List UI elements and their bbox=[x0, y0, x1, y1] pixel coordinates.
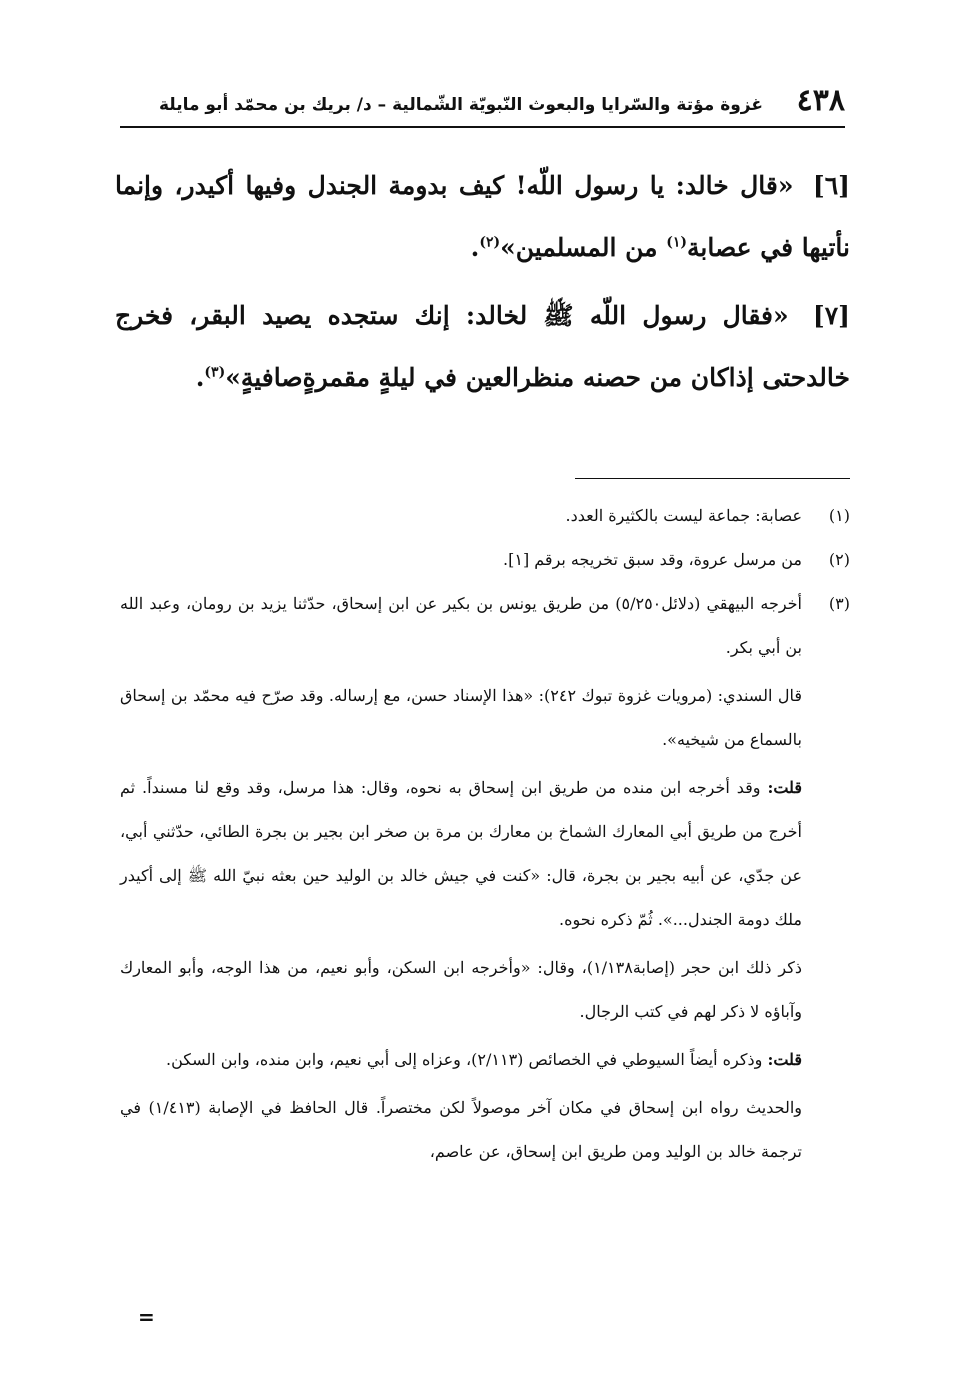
footnote-paragraph: والحديث رواه ابن إسحاق في مكان آخر موصولاً لكن مختصراً. قال الحافظ في الإصابة (١/٤١٣) في ترجمة خالد بن الوليد ومن طريق ابن إسحاق، عن عاصم، bbox=[120, 1098, 803, 1161]
footnote-ref: (١) bbox=[666, 234, 687, 251]
paragraph-text: وقد أخرجه ابن منده من طريق ابن إسحاق به نحوه، وقال: هذا مرسل، وقد وقع لنا مسنداً. ثم أخرج من طريق أبي المعارك الشماخ بن معارك بن مرة بن صخر ابن بجير بن بجرة الطائي، حدّثني أبي، عن جدّي، عن أبيه بجير بن بجرة، قال: «كنت في جيش خالد بن الوليد حين بعثه نبيّ الله ﷺ إلى أكيدر ملك دومة الجندل...». ثُمّ ذكره نحوه. bbox=[120, 778, 802, 929]
footnote-paragraph bbox=[120, 766, 802, 942]
footnote-paragraph: ذكر ذلك ابن حجر (إصابة١/١٣٨)، وقال: «وأخرجه ابن السكن، وأبو نعيم، من هذا الوجه، وأبو المعارك وآباؤه لا ذكر لهم في كتب الرجال. bbox=[120, 958, 802, 1021]
page-header bbox=[120, 78, 845, 128]
footnote-1 bbox=[120, 494, 850, 538]
page-number: ٤٣٨ bbox=[796, 83, 845, 118]
footnote-ref: (٣) bbox=[204, 364, 226, 381]
footnote-separator bbox=[575, 478, 850, 479]
qultu-label: قلت: bbox=[767, 778, 802, 797]
main-text bbox=[115, 155, 850, 415]
footnote-text: عصابة: جماعة ليست بالكثيرة العدد. bbox=[565, 506, 802, 525]
paragraph-text: وذكره أيضاً السيوطي في الخصائص (٢/١١٣)، وعزاه إلى أبي نعيم، وابن منده، وابن السكن. bbox=[166, 1050, 768, 1069]
footnote-paragraph: أخرجه البيهقي (دلائل٥/٢٥٠) من طريق يونس بن بكير عن ابن إسحاق، حدّثنا يزيد بن رومان، وعبد الله بن أبي بكر. bbox=[120, 594, 803, 657]
footnote-2 bbox=[120, 538, 850, 582]
footnote-number: (٣) bbox=[828, 594, 850, 613]
footnote-3 bbox=[120, 582, 850, 1174]
footnote-number: (١) bbox=[828, 506, 850, 525]
footnotes bbox=[120, 494, 850, 1174]
running-title: غزوة مؤتة والسّرايا والبعوث النّبويّة الشّمالية – د/ بريك بن محمّد أبو مايلة bbox=[158, 95, 763, 115]
header-rule bbox=[120, 126, 845, 128]
footnote-text: من مرسل عروة، وقد سبق تخريجه برقم [١]. bbox=[503, 550, 802, 569]
text-block-7 bbox=[115, 285, 850, 409]
item-end: . bbox=[195, 363, 205, 392]
footnote-paragraph bbox=[120, 1038, 802, 1082]
continuation-mark: = bbox=[138, 1305, 155, 1329]
footnote-number: (٢) bbox=[828, 550, 850, 569]
item-text-cont: من المسلمين» bbox=[500, 233, 667, 262]
text-block-6 bbox=[115, 155, 850, 279]
item-number: [٧] bbox=[812, 301, 850, 330]
item-number: [٦] bbox=[812, 171, 850, 200]
item-text: «فقال رسول اللّه ﷺ لخالد: إنك ستجده يصيد البقر، فخرج خالدحتى إذاكان من حصنه منظرالعين في ليلةٍ مقمرةٍصافيةٍ» bbox=[115, 301, 850, 392]
item-text: «قال خالد: يا رسول اللّه! كيف بدومة الجندل وفيها أكيدر، وإنما نأتيها في عصابة bbox=[115, 171, 850, 262]
footnote-paragraph: قال السندي: (مرويات غزوة تبوك ٢٤٢): «هذا الإسناد حسن، مع إرساله. وقد صرّح فيه محمّد بن إسحاق بالسماع من شيخيه». bbox=[120, 686, 802, 749]
footnote-ref: (٢) bbox=[479, 234, 501, 251]
qultu-label: قلت: bbox=[767, 1050, 802, 1069]
item-end: . bbox=[470, 233, 480, 262]
